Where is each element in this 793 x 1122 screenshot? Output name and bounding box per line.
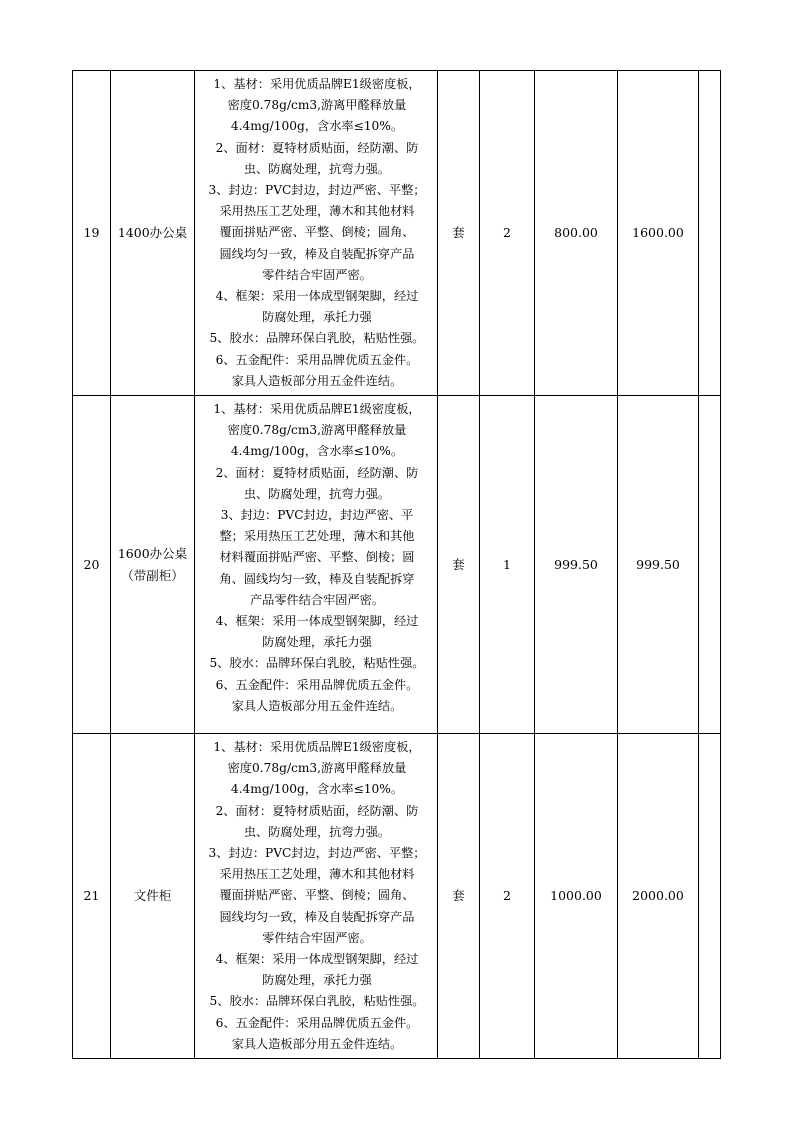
spec-line: 4.4mg/100g，含水率≤10%。 <box>230 444 404 459</box>
item-spec <box>195 71 438 396</box>
spec-line: 角、圆线均匀一致，棒及自装配拆穿 <box>219 571 415 586</box>
spec-line: 4.4mg/100g，含水率≤10%。 <box>230 782 404 797</box>
unit: 套 <box>438 734 480 1059</box>
total-price: 1600.00 <box>618 71 699 396</box>
spec-line: 1、基材：采用优质品牌E1级密度板， <box>213 77 421 91</box>
row-number: 20 <box>73 396 111 734</box>
quantity: 2 <box>480 71 535 396</box>
spec-line: 4、框架：采用一体成型钢架脚，经过 <box>215 952 419 967</box>
spec-line: 家具人造板部分用五金件连结。 <box>231 698 403 713</box>
spec-line: 密度0.78g/cm3,游离甲醛释放量 <box>227 423 407 438</box>
unit-price: 999.50 <box>535 396 618 734</box>
remark <box>699 734 721 1059</box>
spec-line: 4.4mg/100g，含水率≤10%。 <box>230 119 404 134</box>
item-name: 1600办公桌（带副柜） <box>111 396 195 734</box>
spec-line: 圆线均匀一致，棒及自装配拆穿产品 <box>219 909 415 924</box>
spec-line: 覆面拼贴严密、平整、倒棱；圆角、 <box>219 225 415 240</box>
spec-line: 5、胶水：品牌环保白乳胶，粘贴性强。 <box>209 331 425 346</box>
spec-line: 家具人造板部分用五金件连结。 <box>231 373 403 388</box>
spec-line: 采用热压工艺处理，薄木和其他材料 <box>219 867 415 882</box>
total-price: 2000.00 <box>618 734 699 1059</box>
spec-line: 6、五金配件：采用品牌优质五金件。 <box>215 1015 419 1030</box>
spec-line: 5、胶水：品牌环保白乳胶，粘贴性强。 <box>209 994 425 1009</box>
unit: 套 <box>438 71 480 396</box>
unit: 套 <box>438 396 480 734</box>
item-name: 文件柜 <box>111 734 195 1059</box>
item-spec <box>195 734 438 1059</box>
item-name: 1400办公桌 <box>111 71 195 396</box>
table-row <box>73 71 721 396</box>
spec-line: 虫、防腐处理，抗弯力强。 <box>243 824 391 839</box>
table-row <box>73 734 721 1059</box>
spec-line: 零件结合牢固严密。 <box>262 930 372 945</box>
quantity: 1 <box>480 396 535 734</box>
spec-line: 材料覆面拼贴严密、平整、倒棱；圆 <box>219 550 415 565</box>
spec-line: 6、五金配件：采用品牌优质五金件。 <box>215 677 419 692</box>
spec-line: 采用热压工艺处理，薄木和其他材料 <box>219 204 415 219</box>
spec-line: 1、基材：采用优质品牌E1级密度板， <box>213 740 421 755</box>
spec-line: 密度0.78g/cm3,游离甲醛释放量 <box>227 98 407 113</box>
spec-line: 6、五金配件：采用品牌优质五金件。 <box>215 352 419 367</box>
unit-price: 800.00 <box>535 71 618 396</box>
spec-line: 家具人造板部分用五金件连结。 <box>231 1036 403 1051</box>
spec-line: 防腐处理，承托力强 <box>262 310 372 325</box>
spec-line: 虫、防腐处理，抗弯力强。 <box>243 486 391 501</box>
spec-line: 1、基材：采用优质品牌E1级密度板， <box>213 402 421 417</box>
spec-line: 4、框架：采用一体成型钢架脚，经过 <box>215 614 419 629</box>
spec-line: 2、面材：夏特材质贴面，经防潮、防 <box>215 140 419 155</box>
row-number: 21 <box>73 734 111 1059</box>
spec-line: 覆面拼贴严密、平整、倒棱；圆角、 <box>219 888 415 903</box>
unit-price: 1000.00 <box>535 734 618 1059</box>
remark <box>699 71 721 396</box>
spec-line: 2、面材：夏特材质贴面，经防潮、防 <box>215 465 419 480</box>
row-number: 19 <box>73 71 111 396</box>
spec-line: 虫、防腐处理，抗弯力强。 <box>243 161 391 176</box>
spec-line: 3、封边：PVC封边，封边严密、平整； <box>208 846 426 861</box>
spec-line: 2、面材：夏特材质贴面，经防潮、防 <box>215 803 419 818</box>
spec-line: 3、封边：PVC封边，封边严密、平 <box>220 508 414 523</box>
table-row <box>73 396 721 734</box>
total-price: 999.50 <box>618 396 699 734</box>
spec-line: 圆线均匀一致，棒及自装配拆穿产品 <box>219 246 415 261</box>
spec-line: 4、框架：采用一体成型钢架脚，经过 <box>215 289 419 304</box>
spec-line: 3、封边：PVC封边，封边严密、平整； <box>208 183 426 198</box>
table-body <box>73 71 721 1059</box>
quantity: 2 <box>480 734 535 1059</box>
spec-line: 5、胶水：品牌环保白乳胶，粘贴性强。 <box>209 656 425 671</box>
equipment-spec-table <box>72 70 721 1059</box>
remark <box>699 396 721 734</box>
spec-line: 密度0.78g/cm3,游离甲醛释放量 <box>227 761 407 776</box>
spec-line: 防腐处理，承托力强 <box>262 635 372 650</box>
spec-line: 产品零件结合牢固严密。 <box>249 592 385 607</box>
spec-line: 整；采用热压工艺处理，薄木和其他 <box>219 529 415 544</box>
spec-line: 零件结合牢固严密。 <box>262 267 372 282</box>
item-spec <box>195 396 438 734</box>
spec-line: 防腐处理，承托力强 <box>262 973 372 988</box>
